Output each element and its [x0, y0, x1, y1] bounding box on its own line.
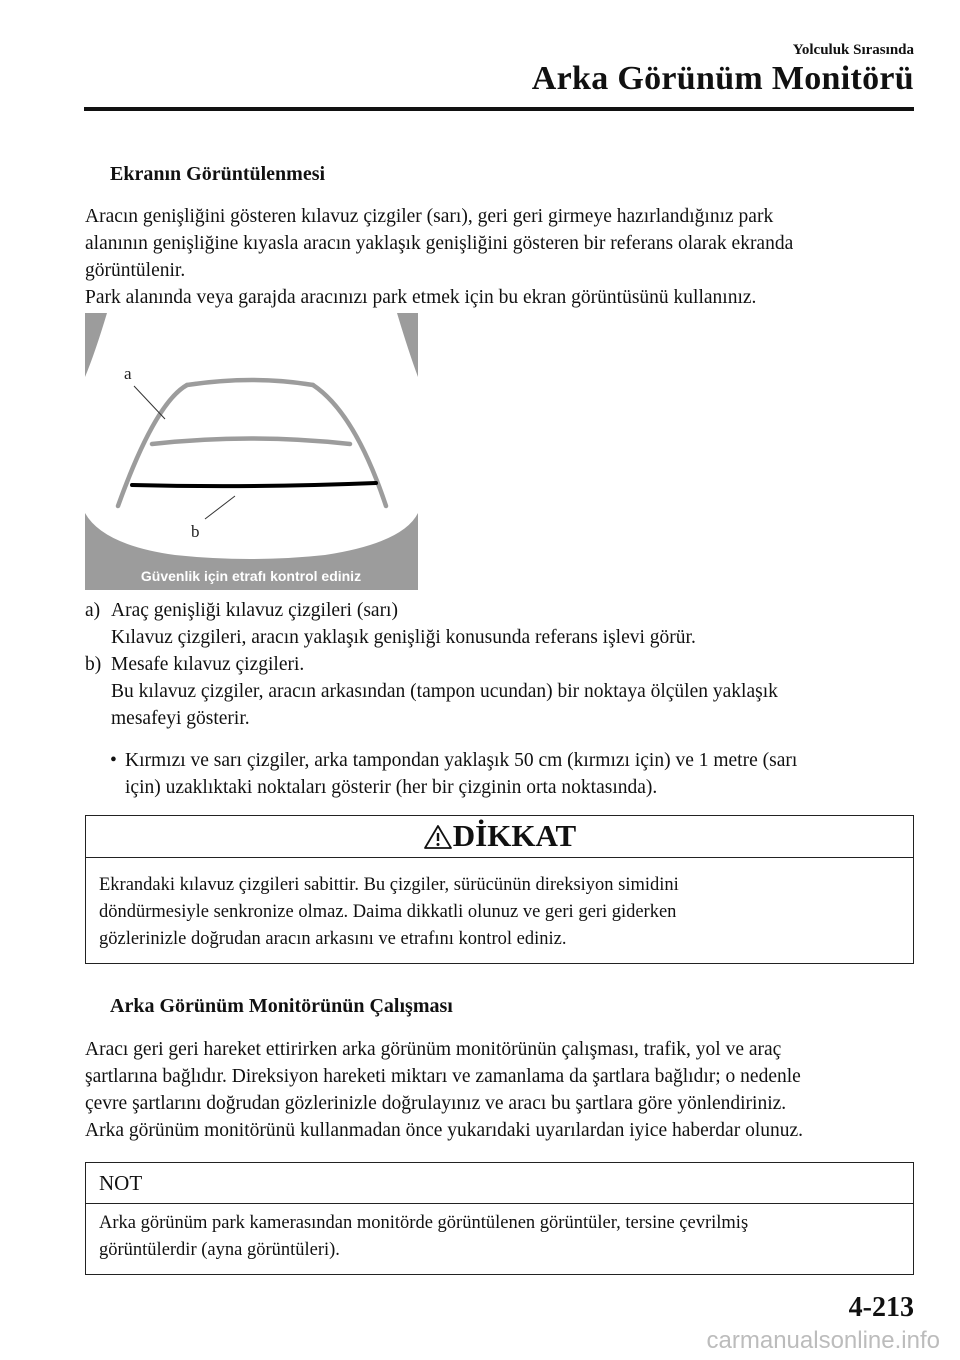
- page-number: 4-213: [848, 1292, 914, 1323]
- list-item-label: a): [85, 600, 101, 621]
- rear-view-monitor-figure: [85, 313, 418, 590]
- caution-line: döndürmesiyle senkronize olmaz. Daima dikkatli olunuz ve geri geri giderken: [99, 902, 677, 922]
- watermark: carmanualsonline.info: [706, 1327, 940, 1354]
- bullet-line: için) uzaklıktaki noktaları gösterir (her bir çizginin orta noktasında).: [125, 777, 658, 798]
- bullet-item: [110, 747, 797, 801]
- warning-triangle-icon: [423, 824, 453, 850]
- note-line: Arka görünüm park kamerasından monitörde görüntülenen görüntüler, tersine çevrilmiş: [99, 1213, 749, 1233]
- figure-legend-list: [85, 597, 920, 732]
- paragraph-line: şartlarına bağlıdır. Direksiyon hareketi miktarı ve zamanlama da şartlara bağlıdır; o nedenle: [85, 1066, 801, 1087]
- section-operation-paragraph: [85, 1036, 920, 1144]
- bullet-symbol: •: [110, 750, 117, 771]
- camera-view-area: [85, 313, 418, 559]
- list-item-label: b): [85, 654, 102, 675]
- list-item-line: Mesafe kılavuz çizgileri.: [111, 654, 305, 675]
- note-title: NOT: [99, 1171, 143, 1195]
- caution-header: [86, 816, 913, 858]
- section-title-operation: Arka Görünüm Monitörünün Çalışması: [110, 995, 453, 1017]
- caution-title: DİKKAT: [452, 818, 577, 853]
- caution-line: gözlerinizle doğrudan aracın arkasını ve etrafını kontrol ediniz.: [99, 929, 567, 949]
- caution-box: [85, 815, 914, 964]
- paragraph-line: Park alanında veya garajda aracınızı park etmek için bu ekran görüntüsünü kullanınız.: [85, 287, 757, 308]
- paragraph-line: çevre şartlarını doğrudan gözlerinizle doğrulayınız ve aracı bu şartlara göre yönlendiriniz.: [85, 1093, 787, 1114]
- caution-body: [86, 858, 913, 963]
- list-item-line: Bu kılavuz çizgiler, aracın arkasından (tampon ucundan) bir noktaya ölçülen yaklaşık: [111, 681, 778, 702]
- paragraph-line: Arka görünüm monitörünü kullanmadan önce yukarıdaki uyarılardan iyice haberdar olunuz.: [85, 1120, 804, 1141]
- note-body: [86, 1204, 913, 1274]
- note-line: görüntülerdir (ayna görüntüleri).: [99, 1240, 340, 1260]
- section-display-paragraph: [85, 203, 920, 311]
- paragraph-line: alanının genişliğine kıyasla aracın yaklaşık genişliğini gösteren bir referans olarak ekranda: [85, 233, 794, 254]
- paragraph-line: görüntülenir.: [85, 260, 186, 281]
- note-box: [85, 1162, 914, 1275]
- paragraph-line: Aracı geri geri hareket ettirirken arka görünüm monitörünün çalışması, trafik, yol ve araç: [85, 1039, 782, 1060]
- label-b: b: [191, 522, 200, 541]
- bullet-line: Kırmızı ve sarı çizgiler, arka tampondan yaklaşık 50 cm (kırmızı için) ve 1 metre (sarı: [125, 750, 798, 771]
- section-title-display: Ekranın Görüntülenmesi: [110, 163, 326, 185]
- header-rule: [84, 107, 914, 111]
- paragraph-line: Aracın genişliğini gösteren kılavuz çizgiler (sarı), geri geri girmeye hazırlandığınız park: [85, 206, 774, 227]
- monitor-illustration: [85, 313, 418, 590]
- list-item: [85, 597, 920, 651]
- page-title: Arka Görünüm Monitörü: [531, 60, 914, 97]
- label-a: a: [124, 364, 132, 383]
- monitor-caption: Güvenlik için etrafı kontrol ediniz: [140, 568, 362, 584]
- list-item: [85, 651, 920, 732]
- list-item-line: Araç genişliği kılavuz çizgileri (sarı): [111, 600, 398, 621]
- caution-line: Ekrandaki kılavuz çizgileri sabittir. Bu çizgiler, sürücünün direksiyon simidini: [99, 875, 679, 895]
- note-header: [86, 1163, 913, 1204]
- list-item-line: mesafeyi gösterir.: [111, 708, 250, 729]
- running-header-section: Yolculuk Sırasında: [792, 42, 914, 58]
- list-item-line: Kılavuz çizgileri, aracın yaklaşık genişliği konusunda referans işlevi görür.: [111, 627, 696, 648]
